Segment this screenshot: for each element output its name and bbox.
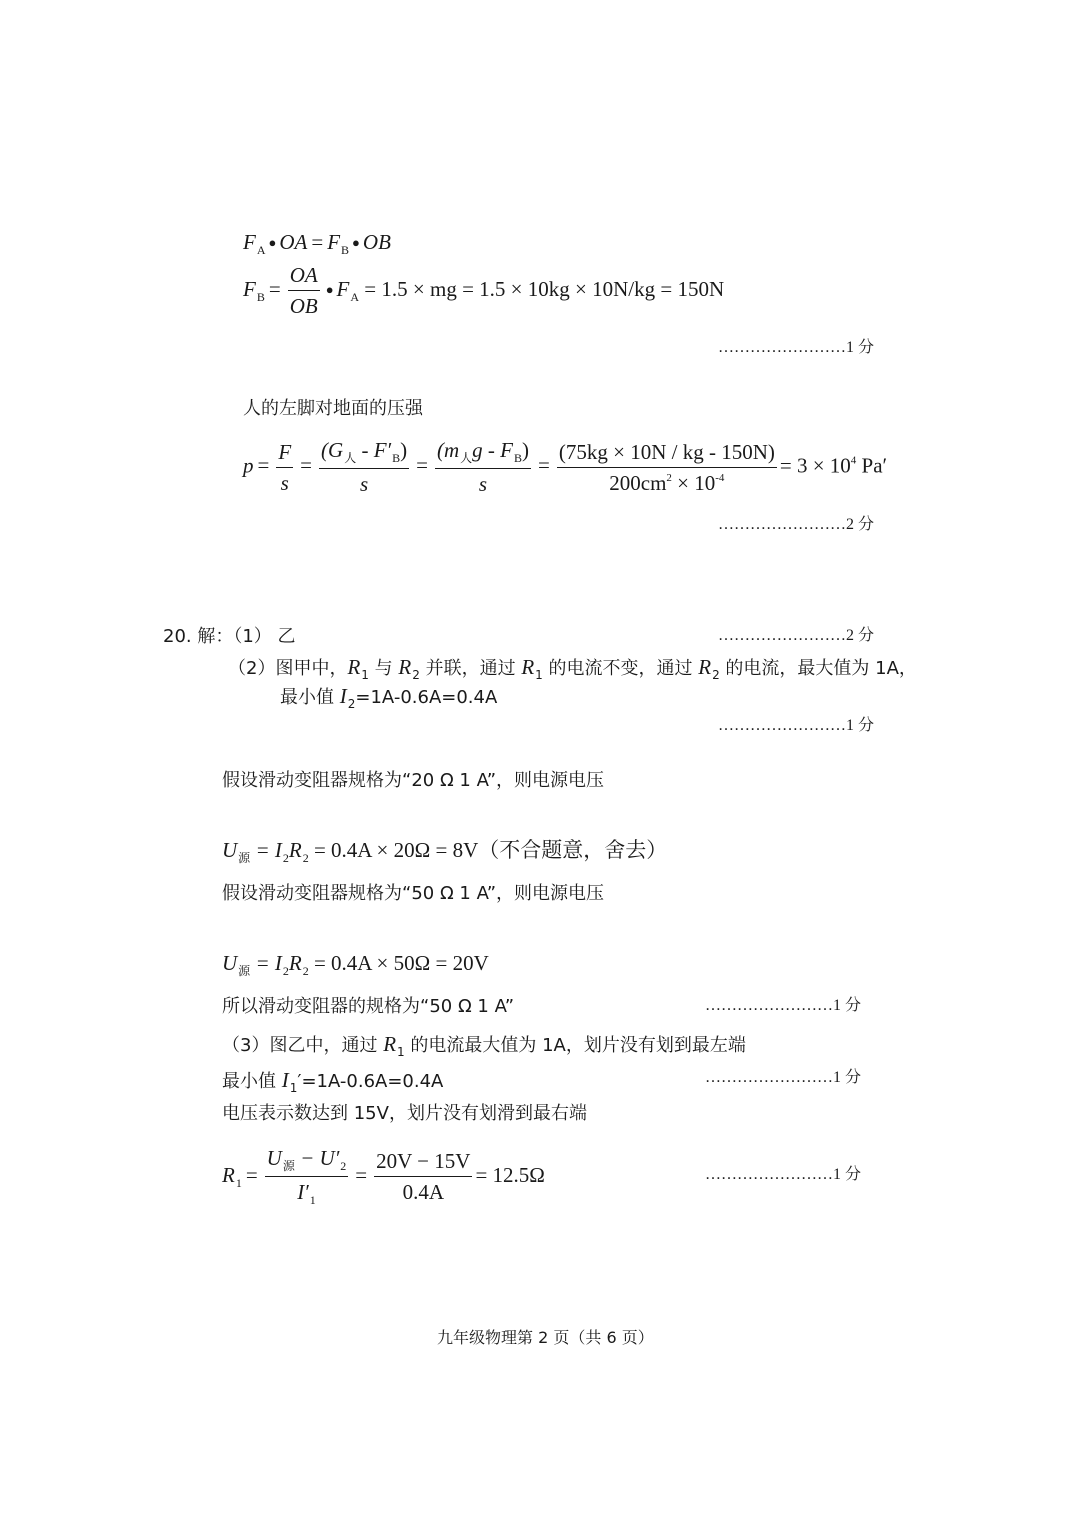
q20-part2-line1: （2）图甲中，$R_1$ 与 $R_2$ 并联，通过 $R_1$ 的电流不变，通过 $R_2$ 的电流，最大值为 1A， [228, 655, 917, 682]
q20-part2-line2: 最小值 $I_2=1A-0.6A=0.4A$ [280, 684, 498, 711]
fraction-mg-minus-fb: $\frac{(m_人g - F_B)}{s}$ [436, 438, 530, 496]
score-mark: ……………………1 分 [718, 717, 875, 734]
resistance-equation: $R_1$ = $\frac{U_源 - U'_2}{I'_1}$ = $\frac{20V - 15V}{0.4A}$ = 12.5Ω [222, 1146, 545, 1207]
pressure-equation: p = $\frac{F}{s}$ = $\frac{(G_人 - F'_B)}{s}$ = $\frac{(m_人g - F_B)}{s}$ = $\frac{(75kg \times 10N / kg - 150N)}{200cm^2 \times 10^{-4}}$ = $3 \times 10^4$ Pa′ [243, 438, 888, 496]
fraction-f-over-s: $\frac{F}{s}$ [278, 439, 292, 495]
q20-part3: （3）图乙中，通过 $R_1$ 的电流最大值为 1A，划片没有划到最左端 [222, 1032, 746, 1059]
fraction-g-minus-fb: $\frac{(G_人 - F'_B)}{s}$ [321, 438, 408, 496]
q20-heading: 20. 解：（1） 乙 [163, 626, 296, 647]
score-mark: ……………………1 分 [705, 1069, 862, 1086]
score-mark: ……………………1 分 [705, 1166, 862, 1183]
fraction-numeric-r: $\frac{20V - 15V}{0.4A}$ [376, 1149, 471, 1204]
score-mark: ……………………2 分 [718, 516, 875, 533]
fraction-u-over-i: $\frac{U_源 - U'_2}{I'_1}$ [266, 1146, 347, 1207]
force-a: F [243, 230, 256, 254]
min-current: 最小值 $I_1'=1A-0.6A=0.4A$ [222, 1068, 444, 1095]
oa-ob-fraction: $\frac{OA}{OB}$ [289, 263, 318, 318]
score-mark: ……………………2 分 [718, 627, 875, 644]
assumption-1: 假设滑动变阻器规格为“20 Ω 1 A”，则电源电压 [222, 770, 605, 791]
score-mark: ……………………1 分 [705, 997, 862, 1014]
score-mark: ……………………1 分 [718, 339, 875, 356]
page-footer: 九年级物理第 2 页（共 6 页） [437, 1328, 654, 1347]
assumption-2: 假设滑动变阻器规格为“50 Ω 1 A”，则电源电压 [222, 883, 605, 904]
voltage-equation-1: $U_源 = I_2R_2 = 0.4A \times 20\Omega = 8V$（不合题意，舍去） [222, 838, 668, 865]
torque-balance-equation: $F_A$ ● OA = $F_B$ ● OB [243, 230, 391, 257]
force-b-equation: $F_B$ = $\frac{OA}{OB}$ ● $F_A = 1.5$ × mg = 1.5 × 10kg × 10N/kg = 150N [243, 263, 725, 318]
conclusion: 所以滑动变阻器的规格为“50 Ω 1 A” [222, 996, 515, 1017]
pressure-label: 人的左脚对地面的压强 [243, 398, 423, 419]
voltmeter-note: 电压表示数达到 15V，划片没有划滑到最右端 [222, 1103, 587, 1124]
voltage-equation-2: $U_源 = I_2R_2 = 0.4A \times 50\Omega = 20V$ [222, 951, 489, 978]
fraction-numeric: $\frac{(75kg \times 10N / kg - 150N)}{200cm^2 \times 10^{-4}}$ [558, 439, 775, 495]
